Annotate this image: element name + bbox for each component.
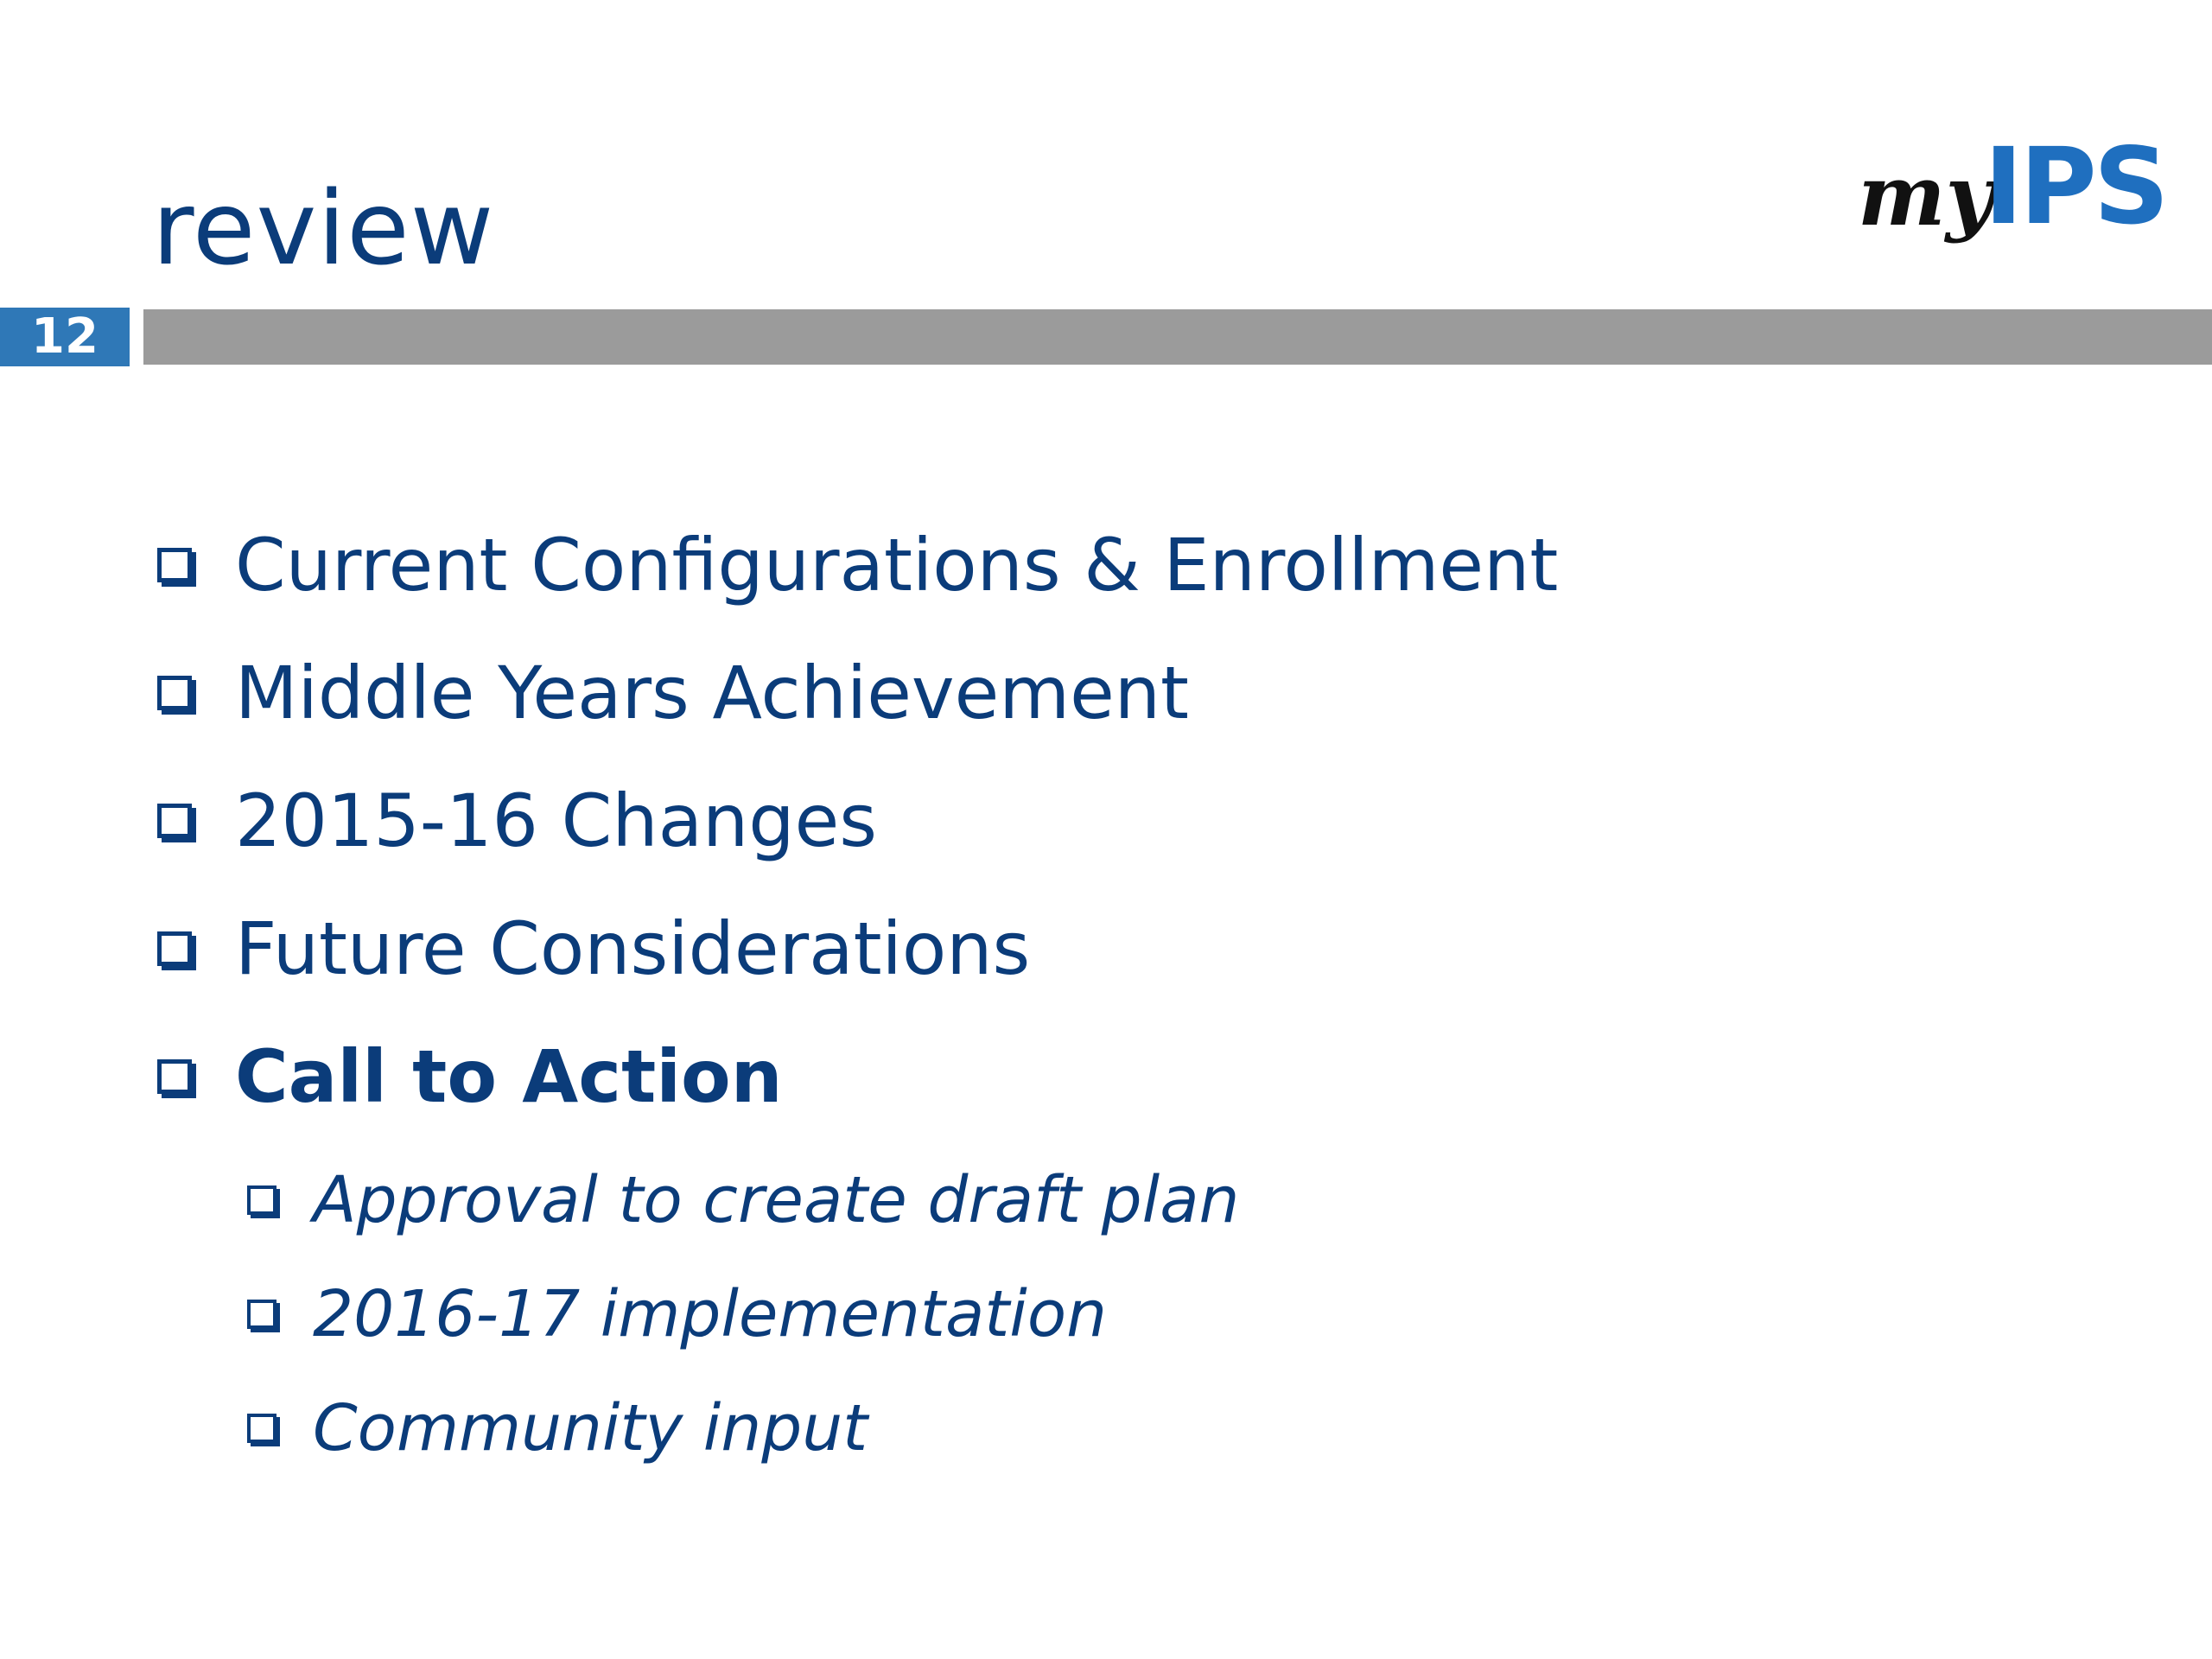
bullet-item [157,906,1031,991]
checkbox-square-icon [157,1059,192,1094]
slide-number: 12 [31,308,99,365]
slide-title: review [152,168,495,288]
logo-ips-text: IPS [1984,125,2166,248]
sub-bullet-item [247,1391,868,1465]
sub-bullet-text: Community input [313,1391,868,1465]
sub-bullet-text: Approval to create draft plan [313,1163,1240,1237]
bullet-text: 2015-16 Changes [235,779,878,863]
bullet-item [157,1034,783,1119]
bullet-text: Call to Action [235,1034,783,1119]
bullet-item [157,779,878,863]
checkbox-square-icon [247,1300,276,1329]
checkbox-square-icon [247,1414,276,1443]
checkbox-square-icon [157,676,192,710]
sub-bullet-item [247,1277,1108,1351]
bullet-item [157,523,1559,607]
bullet-text: Current Configurations & Enrollment [235,523,1559,607]
sub-bullet-text: 2016-17 implementation [313,1277,1108,1351]
bullet-item [157,651,1189,735]
logo-my-text: my [1858,147,1994,245]
sub-bullet-item [247,1163,1240,1237]
checkbox-square-icon [157,548,192,582]
checkbox-square-icon [157,804,192,838]
checkbox-square-icon [157,931,192,966]
checkbox-square-icon [247,1185,276,1215]
bullet-text: Middle Years Achievement [235,651,1189,735]
bullet-text: Future Considerations [235,906,1031,991]
